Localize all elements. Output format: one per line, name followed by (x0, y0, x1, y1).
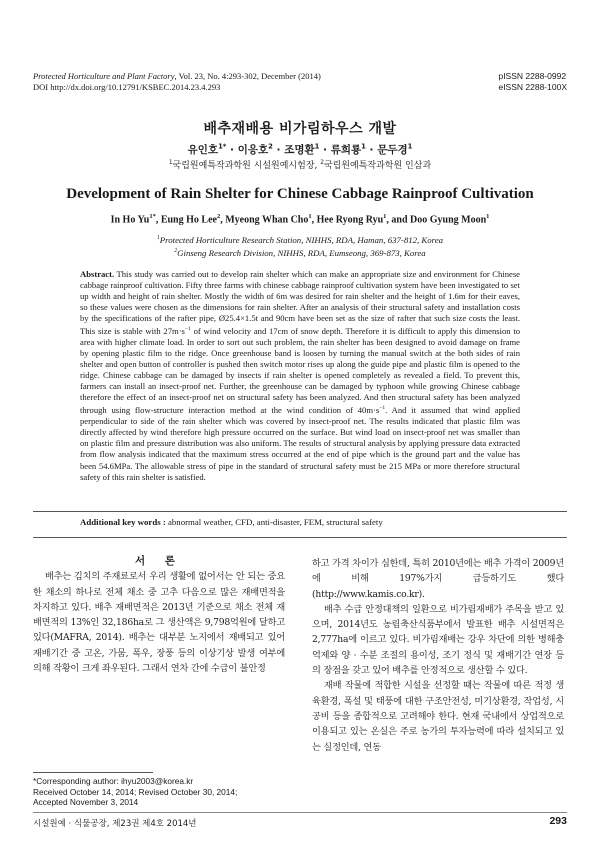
affil-sup: 2 (174, 248, 178, 255)
author-name: 류희룡 (330, 144, 362, 156)
author-sup: 2 (216, 213, 221, 220)
footer-rule (33, 812, 567, 813)
body-column-left (33, 554, 285, 676)
affil-sup: 1 (156, 235, 160, 241)
corresponding-author[interactable]: *Corresponding author: ihyu2003@korea.kr (33, 776, 194, 786)
unit-sup: −1 (379, 405, 386, 412)
body-paragraph: 하고 가격 차이가 심한데, 특히 2010년에는 배추 가격이 2009년에 비해 197%가지 급등하기도 했다(http://www.kamis.co.kr). (312, 558, 564, 600)
english-affil-2: Ginseng Research Division, NIHHS, RDA, Eumseong, 369-873, Korea (177, 248, 426, 259)
author-name: 문두경 (377, 144, 408, 156)
author-sup: 1 (308, 213, 312, 220)
affil-sup: 2 (320, 160, 324, 166)
abstract-text-2: of wind velocity and 17cm of snow depth. Therefore it is difficult to apply this dimension to area with higher climate load. In order to sort out such problem, the rain shelter has been designed to avoid damage on frame by opening plastic film to the ridge. Once greenhouse band is loosen by turning the manual switch at the both sides of rain shelter and open button of controller is pushed then switch motor rises up along the guide pipe and plastic film is opened to the ridge. Chinese cabbage can be damaged by insects if rain shelter is opened completely as revealed a field. To prevent this, farmers can install an insect-proof net. Further, the greenhouse can be damaged by typhoon while growing Chinese cabbage therefore the effect of an insect-proof net on structural safety has been analyzed. And then structural safety has been analyzed through using flow-structure interaction method at the wind condition of 40m·s (80, 326, 521, 416)
footnote (33, 776, 293, 808)
korean-authors: 유인호$^{1*}$ · 이응호$^2$ · 조명환$^1$ · 류희룡$^1$ · 문두경$^1$ (187, 142, 413, 156)
running-footer: 시설원예 · 식물공장, 제23권 제4호 2014년 (33, 819, 197, 829)
unit-sup: −1 (184, 326, 191, 333)
body-paragraph: 재배 작물에 적합한 시설을 선정할 때는 작물에 따른 적정 생육환경, 폭설 및 태풍에 대한 구조안전성, 미기상환경, 작업성, 시공비 등을 종합적으로 고려해야 한다. 현재 국내에서 상업적으로 이용되고 있는 온실은 주로 농가의 투자능력에 따라 설치되고 있는 실정인데, 연동 (312, 680, 564, 753)
korean-affil-2: 국립원예특작과학원 인삼과 (323, 161, 432, 171)
pissn: pISSN 2288-0992 (498, 71, 567, 81)
journal-volume: , Vol. 23, No. 4:293-302, December (2014) (174, 71, 321, 81)
abstract (80, 269, 520, 483)
author-name: 조명환 (284, 144, 315, 156)
author-sup: 1* (218, 142, 227, 151)
english-affiliations (0, 233, 600, 260)
divider (33, 511, 567, 512)
abstract-text-3: . And it assumed that wind applied perpendicular to side of the rain shelter which was covered by insect-proof net. The results indicated that plastic film was directly affected by wind therefore high pressure occurred on the surface. But wind load on insect-proof net was smaller than on plastic film and pressure distribution was also uniform. The results of structural analysis by applying pressure data extracted from flow analysis indicated that the maximum stress occurred at the end of pipe which is the ground part and the value has been 54.6MPa. The allowable stress of pipe in the standard of structural safety must be 215 MPa or more therefore structural safety of this rain shelter is satisfied. (80, 405, 520, 482)
author-name: Myeong Whan Cho (225, 214, 309, 226)
keywords-text: abnormal weather, CFD, anti-disaster, FEM, structural safety (165, 517, 383, 527)
abstract-text-1: This study was carried out to develop rain shelter which can make an appropriate size and environment for Chinese cabbage rainproof cultivation. Fifty three farms with chinese cabbage rainproof cultivation system have been investigated to set up width and height of rain shelter. Mostly the width of 6m was desired for rain shelter and the height of 1.6m for their eaves, so these values were chosen as the dimensions for rain shelter. After an analysis of their structural safety and installation costs by the specifications of the rafter pipe, Ø25.4×1.5t and 90cm have been set as the size of rafter that such size costs the least. This size is stable with 27m·s (80, 269, 520, 337)
eissn: eISSN 2288-100X (498, 82, 567, 92)
english-authors: In Ho $Yu^{1*}$, Eung Ho Lee$^2$, Myeong Whan Cho$^1$, Hee Ryong Ryu$^1$, and Doo Gyung Moon$^1$ (110, 213, 490, 226)
footnote-rule (33, 772, 153, 773)
author-name: 유인호 (187, 144, 219, 156)
author-name: Hee Ryong Ryu (316, 214, 384, 226)
english-title: Development of Rain Shelter for Chinese Cabbage Rainproof Cultivation (66, 186, 534, 202)
korean-affiliations (0, 158, 600, 171)
author-sup: 1 (486, 213, 490, 220)
author-name: In Ho Yu (110, 214, 150, 226)
author-sup: 2 (268, 142, 273, 151)
accepted-date: Accepted November 3, 2014 (33, 797, 139, 807)
abstract-label: Abstract. (80, 269, 115, 279)
journal-citation (33, 71, 363, 93)
divider (33, 537, 567, 538)
korean-title: 배추재배용 비가림하우스 개발 (203, 121, 397, 137)
keywords (80, 517, 540, 527)
author-sup: 1 (314, 142, 320, 151)
author-name: Eung Ho Lee (160, 214, 217, 226)
body-column-right (312, 556, 564, 755)
affil-sup: 1 (168, 160, 173, 166)
body-paragraph: 배추 수급 안정대책의 일환으로 비가림재배가 주목을 받고 있으며, 2014년도 농림축산식품부에서 발표한 배추 시설면적은 2,777ha에 이르고 있다. 비가림재배는 강우 차단에 의한 병해충 억제와 양 · 수분 조절의 용이성, 조기 정식 및 재배기간 연장 등의 장점을 갖고 있어 배추를 안정적으로 생산할 수 있다. (312, 603, 564, 677)
author-sup: 1 (383, 213, 387, 220)
doi-link[interactable]: DOI http://dx.doi.org/10.12791/KSBEC.2014.23.4.293 (33, 82, 221, 92)
author-name: 이응호 (237, 144, 269, 156)
author-sup: 1 (407, 142, 413, 151)
author-name: Doo Gyung Moon (410, 214, 487, 226)
page-number: 293 (549, 815, 567, 827)
keywords-label: Additional key words : (80, 517, 166, 527)
section-heading: 서 론 (135, 555, 183, 567)
korean-affil-1: 국립원예특작과학원 시설원예시험장, (172, 161, 321, 171)
body-paragraph: 배추는 김치의 주재료로서 우리 생활에 없어서는 안 되는 중요한 채소의 하나로 전체 채소 중 고추 다음으로 많은 재배면적을 차지하고 있다. 배추 재배면적은 2013년 기준으로 채소 전체 재배면적의 13%인 32,186ha로 그 생산액은 9,798억원에 달하고 있다(MAFRA, 2014). 배추는 대부분 노지에서 재배되고 있어 재배기간 중 고온, 가뭄, 폭우, 장풍 등의 이상기상 발생 여부에 의해 작황이 크게 좌우된다. 그래서 연차 간에 수급이 불안정 (33, 571, 285, 675)
received-date: Received October 14, 2014; Revised October 30, 2014; (33, 786, 238, 797)
author-sup: 1 (361, 142, 366, 151)
english-affil-1: Protected Horticulture Research Station, NIHHS, RDA, Haman, 637-812, Korea (159, 234, 444, 245)
journal-name: Protected Horticulture and Plant Factory (33, 71, 175, 81)
author-sup: 1* (149, 213, 156, 220)
issn-block (498, 71, 567, 93)
